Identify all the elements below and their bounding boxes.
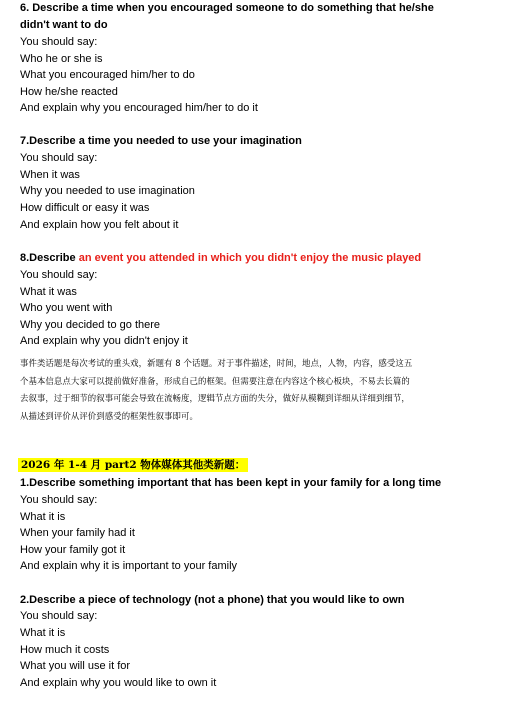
q8-prompt: You should say: — [20, 269, 98, 281]
q7-prompt: How difficult or easy it was — [20, 202, 150, 214]
note-line: 去叙事，过于细节的叙事可能会导致在流畅度，逻辑节点方面的失分，做好从模糊到详细从详细到细节， — [20, 393, 410, 403]
q6-title-line2: didn't want to do — [20, 19, 108, 31]
q8-title-highlight: an event you attended in which you didn't enjoy the music played — [78, 252, 422, 264]
s1-prompt: When your family had it — [20, 527, 135, 539]
q8-title — [20, 251, 421, 265]
s2-prompt: And explain why you would like to own it — [20, 677, 217, 689]
q6-prompt: How he/she reacted — [20, 86, 118, 98]
q6-title-line1: 6. Describe a time when you encouraged someone to do something that he/she — [20, 2, 434, 14]
s2-prompt: What you will use it for — [20, 660, 131, 672]
s2-title: 2.Describe a piece of technology (not a phone) that you would like to own — [20, 594, 405, 606]
q6-prompt: Who he or she is — [20, 53, 103, 65]
q7-prompt: Why you needed to use imagination — [20, 185, 195, 197]
q8-title-prefix: 8.Describe — [20, 252, 79, 264]
note-line: 从描述到评价从评价到感受的框架性叙事即可。 — [20, 411, 198, 421]
q6-prompt: What you encouraged him/her to do — [20, 69, 195, 81]
q7-title: 7.Describe a time you needed to use your imagination — [20, 135, 302, 147]
q6-prompt: And explain why you encouraged him/her to do it — [20, 102, 258, 114]
note-line: 事件类话题是每次考试的重头戏，新题有 8 个话题。对于事件描述，时间，地点，人物，内容，感受这五 — [20, 358, 413, 368]
s2-prompt: What it is — [20, 627, 66, 639]
note-line: 个基本信息点大家可以提前做好准备，形成自己的框架。但需要注意在内容这个核心板块，不易去长篇的 — [20, 376, 410, 386]
s1-prompt: How your family got it — [20, 544, 126, 556]
section-heading: 2026 年 1-4 月 part2 物体媒体其他类新题： — [18, 458, 248, 472]
q8-prompt: What it was — [20, 286, 77, 298]
q7-prompt: You should say: — [20, 152, 98, 164]
q8-prompt: Why you decided to go there — [20, 319, 161, 331]
q8-prompt: Who you went with — [20, 302, 113, 314]
s1-prompt: What it is — [20, 511, 66, 523]
s2-prompt: You should say: — [20, 610, 98, 622]
s1-prompt: You should say: — [20, 494, 98, 506]
s1-title: 1.Describe something important that has been kept in your family for a long time — [20, 477, 442, 489]
s1-prompt: And explain why it is important to your family — [20, 560, 238, 572]
q6-prompt: You should say: — [20, 36, 98, 48]
q7-prompt: When it was — [20, 169, 80, 181]
s2-prompt: How much it costs — [20, 644, 110, 656]
q8-prompt: And explain why you didn't enjoy it — [20, 335, 188, 347]
q7-prompt: And explain how you felt about it — [20, 219, 179, 231]
